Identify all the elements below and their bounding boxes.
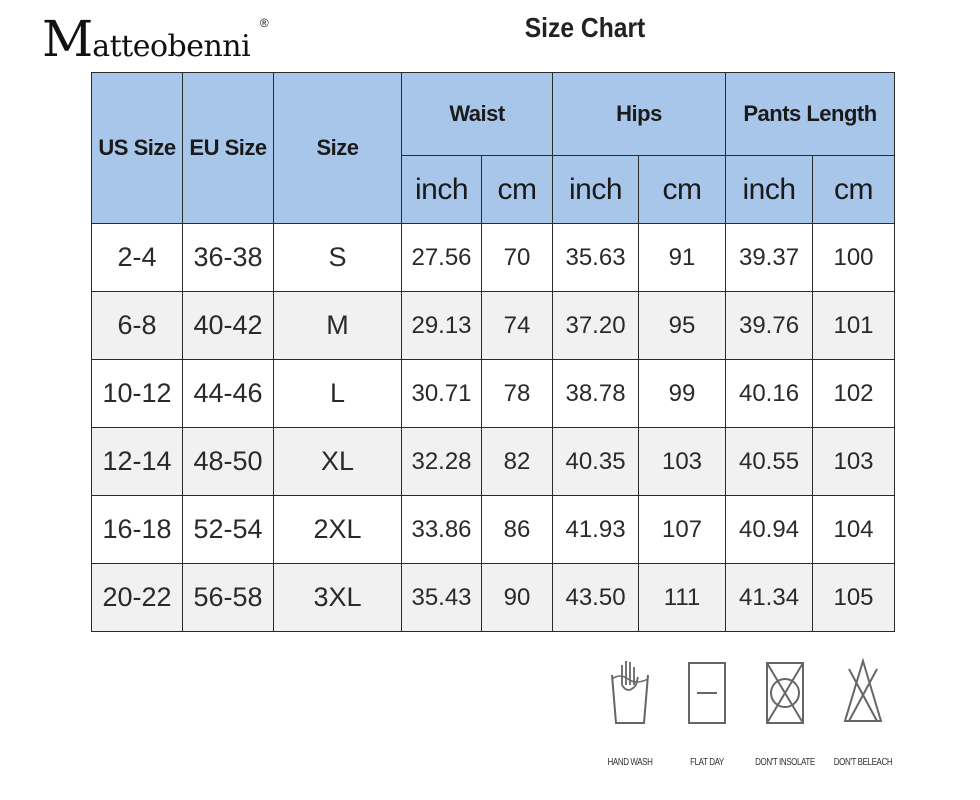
table-cell: 12-14 (92, 428, 183, 496)
table-cell: 82 (482, 428, 553, 496)
table-cell: 38.78 (553, 360, 639, 428)
table-cell: L (274, 360, 402, 428)
header-waist: Waist (402, 73, 553, 156)
table-cell: 6-8 (92, 292, 183, 360)
table-cell: 48-50 (183, 428, 274, 496)
table-cell: 2-4 (92, 224, 183, 292)
no-bleach-icon (808, 655, 918, 727)
table-cell: 102 (813, 360, 895, 428)
table-cell: 39.76 (726, 292, 813, 360)
table-cell: XL (274, 428, 402, 496)
table-cell: 33.86 (402, 496, 482, 564)
table-cell: 35.43 (402, 564, 482, 632)
table-cell: 39.37 (726, 224, 813, 292)
care-label: HAND WASH (607, 757, 653, 768)
table-cell: 32.28 (402, 428, 482, 496)
table-cell: 44-46 (183, 360, 274, 428)
table-row (92, 224, 895, 292)
table-cell: 40.16 (726, 360, 813, 428)
table-row (92, 496, 895, 564)
table-body (92, 224, 895, 632)
unit-hips-inch: inch (553, 156, 639, 224)
table-cell: 103 (639, 428, 726, 496)
page-title: Size Chart (524, 12, 646, 43)
table-cell: 40-42 (183, 292, 274, 360)
unit-hips-cm: cm (639, 156, 726, 224)
table-row (92, 360, 895, 428)
header-pants-length: Pants Length (726, 73, 895, 156)
table-cell: 37.20 (553, 292, 639, 360)
care-item (808, 655, 918, 768)
table-cell: 74 (482, 292, 553, 360)
header-eu-size: EU Size (183, 73, 274, 224)
chart-title-wrap (70, 12, 980, 44)
table-cell: 40.35 (553, 428, 639, 496)
table-cell: 40.55 (726, 428, 813, 496)
header-us-size: US Size (92, 73, 183, 224)
table-cell: 101 (813, 292, 895, 360)
table-row (92, 428, 895, 496)
unit-pants-inch: inch (726, 156, 813, 224)
table-cell: 104 (813, 496, 895, 564)
table-cell: 91 (639, 224, 726, 292)
size-table (91, 72, 895, 632)
table-cell: 99 (639, 360, 726, 428)
care-label: FLAT DAY (690, 757, 724, 768)
table-cell: 2XL (274, 496, 402, 564)
registered-mark: ® (259, 16, 269, 30)
table-cell: S (274, 224, 402, 292)
table-cell: 111 (639, 564, 726, 632)
header-hips: Hips (553, 73, 726, 156)
brand-name-rest: atteobenni (92, 29, 251, 64)
unit-waist-cm: cm (482, 156, 553, 224)
table-row (92, 292, 895, 360)
care-label: DON'T BELEACH (833, 757, 893, 768)
table-row (92, 564, 895, 632)
table-cell: 10-12 (92, 360, 183, 428)
table-cell: 35.63 (553, 224, 639, 292)
table-cell: 30.71 (402, 360, 482, 428)
table-cell: 107 (639, 496, 726, 564)
table-cell: 52-54 (183, 496, 274, 564)
table-cell: 100 (813, 224, 895, 292)
table-cell: 16-18 (92, 496, 183, 564)
table-cell: 41.93 (553, 496, 639, 564)
table-cell: 103 (813, 428, 895, 496)
table-cell: 70 (482, 224, 553, 292)
table-cell: 41.34 (726, 564, 813, 632)
table-cell: 43.50 (553, 564, 639, 632)
table-cell: 40.94 (726, 496, 813, 564)
care-label: DON'T INSOLATE (755, 757, 815, 768)
table-cell: 95 (639, 292, 726, 360)
table-cell: 90 (482, 564, 553, 632)
table-cell: 78 (482, 360, 553, 428)
table-cell: 56-58 (183, 564, 274, 632)
header-size: Size (274, 73, 402, 224)
table-cell: 105 (813, 564, 895, 632)
table-cell: 3XL (274, 564, 402, 632)
table-cell: 27.56 (402, 224, 482, 292)
table-cell: 86 (482, 496, 553, 564)
table-cell: 36-38 (183, 224, 274, 292)
unit-waist-inch: inch (402, 156, 482, 224)
unit-pants-cm: cm (813, 156, 895, 224)
table-cell: 29.13 (402, 292, 482, 360)
table-cell: M (274, 292, 402, 360)
table-cell: 20-22 (92, 564, 183, 632)
header-row-groups (92, 73, 895, 156)
brand-initial: M (42, 10, 93, 68)
